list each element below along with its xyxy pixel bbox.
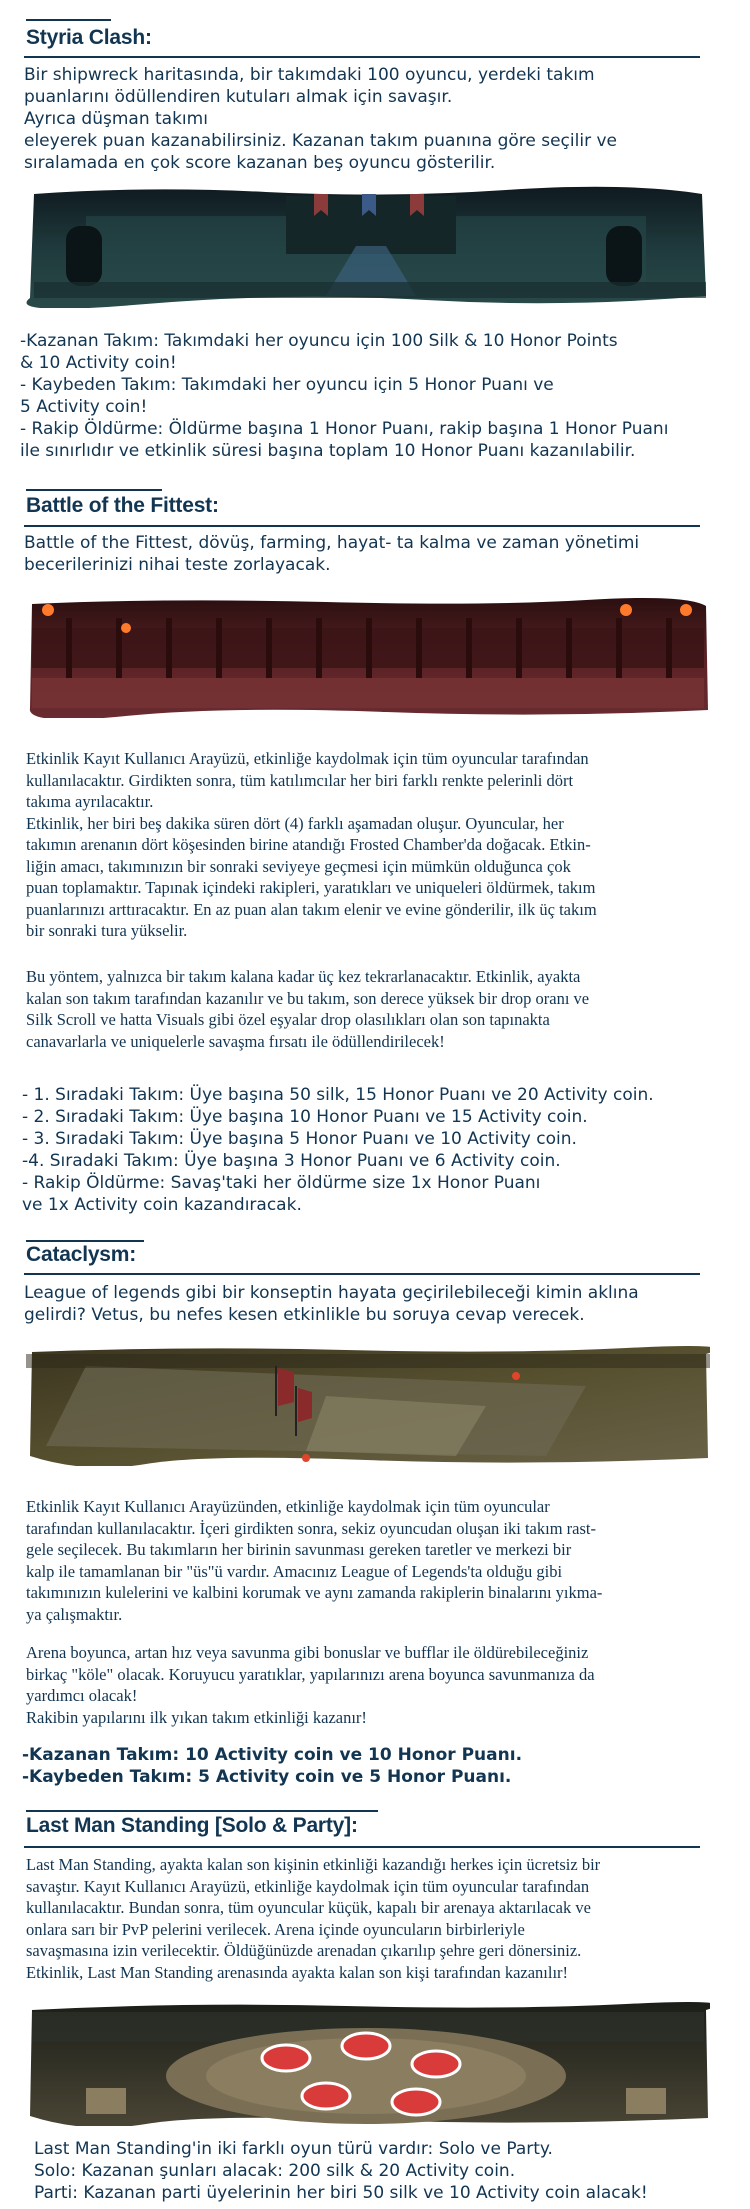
text-line: canavarlarla ve uniquelerle savaşma fırsatı ile ödüllendirilecek!: [26, 1031, 445, 1051]
rewards-list: [22, 1744, 742, 1788]
reward-line: & 10 Activity coin!: [20, 353, 177, 373]
reward-line: -Kaybeden Takım: 5 Activity coin ve 5 Honor Puanı.: [22, 1767, 512, 1787]
text-line: yardımcı olacak!: [26, 1686, 138, 1705]
text-line: Etkinlik Kayıt Kullanıcı Arayüzünden, etkinliğe kaydolmak için tüm oyuncular: [26, 1497, 550, 1516]
reward-line: ve 1x Activity coin kazandıracak.: [22, 1195, 302, 1215]
text-line: kalp ile tamamlanan bir "üs"ü vardır. Amacınız League of Legends'ta olduğu gibi: [26, 1561, 563, 1581]
body-paragraph-1: [26, 1854, 726, 1983]
cataclysm-banner-image: [26, 1346, 710, 1466]
text-line: League of legends gibi bir konseptin hayata geçirilebileceği kimin aklına: [24, 1283, 639, 1303]
rewards-list: [22, 1084, 742, 1216]
reward-line: Solo: Kazanan şunları alacak: 200 silk & 20 Activity coin.: [34, 2161, 516, 2181]
reward-line: 5 Activity coin!: [20, 397, 148, 417]
fittest-banner-image: [26, 598, 710, 718]
lastman-banner-image: [26, 2002, 710, 2126]
reward-line: Last Man Standing'in iki farklı oyun türü vardır: Solo ve Party.: [34, 2139, 553, 2159]
section-title: Cataclysm:: [26, 1243, 137, 1266]
heading-top-rule: [26, 489, 162, 491]
heading-underline: [24, 525, 700, 527]
reward-line: - Rakip Öldürme: Öldürme başına 1 Honor Puanı, rakip başına 1 Honor Puanı: [20, 419, 669, 439]
text-line: Etkinlik, her biri beş dakika süren dört (4) farklı aşamadan oluşur. Oyuncular, her: [26, 813, 564, 833]
body-paragraph-2: [26, 966, 726, 1052]
section-last-man-standing: [0, 1800, 750, 2209]
text-line: kullanılacaktır. Bundan sonra, tüm oyuncular küçük, kapalı bir arenaya aktarılacak ve: [26, 1898, 591, 1917]
text-line: takıma ayrılacaktır.: [26, 792, 154, 811]
section-styria-clash: [0, 0, 750, 470]
text-line: puanlarını ödüllendiren kutuları almak için savaşır.: [24, 87, 453, 107]
reward-line: - Rakip Öldürme: Savaş'taki her öldürme size 1x Honor Puanı: [22, 1173, 541, 1193]
text-line: tarafından kullanılacaktır. İçeri girdikten sonra, sekiz oyuncudan oluşan iki takım rast-: [26, 1518, 596, 1538]
reward-line: - 3. Sıradaki Takım: Üye başına 5 Honor Puanı ve 10 Activity coin.: [22, 1129, 577, 1149]
intro-paragraph: [24, 1282, 724, 1326]
heading-underline: [24, 1846, 700, 1848]
body-paragraph-2: [26, 1642, 726, 1728]
heading-top-rule: [26, 1810, 378, 1812]
text-line: Battle of the Fittest, dövüş, farming, hayat- ta kalma ve zaman yönetimi: [24, 533, 640, 553]
heading-top-rule: [26, 1240, 144, 1242]
heading-top-rule: [26, 19, 111, 21]
reward-line: - 2. Sıradaki Takım: Üye başına 10 Honor Puanı ve 15 Activity coin.: [22, 1107, 588, 1127]
text-line: Etkinlik, Last Man Standing arenasında ayakta kalan son kişi tarafından kazanılır!: [26, 1962, 569, 1982]
reward-line: -Kazanan Takım: 10 Activity coin ve 10 Honor Puanı.: [22, 1745, 523, 1765]
heading-underline: [24, 56, 700, 58]
text-line: gelirdi? Vetus, bu nefes kesen etkinlikle bu soruya cevap verecek.: [24, 1305, 585, 1325]
text-line: Ayrıca düşman takımı: [24, 109, 208, 129]
text-line: savaşmasına izin verilecektir. Öldüğünüzde arenadan çıkarılıp şehre geri dönersiniz.: [26, 1941, 582, 1960]
text-line: Rakibin yapılarını ilk yıkan takım etkinliği kazanır!: [26, 1707, 367, 1727]
body-paragraph-1: [26, 748, 726, 942]
section-title: Last Man Standing [Solo & Party]:: [26, 1814, 358, 1837]
section-title: Styria Clash:: [26, 26, 152, 49]
styria-banner-image: [26, 186, 710, 308]
section-battle-of-the-fittest: [0, 470, 750, 1240]
text-line: kullanılacaktır. Girdikten sonra, tüm katılımcılar her biri farklı renkte pelerinli dört: [26, 770, 574, 790]
text-line: ya çalışmaktır.: [26, 1604, 123, 1624]
text-line: birkaç "köle" olacak. Koruyucu yaratıklar, yapılarınızı arena boyunca savunmanıza da: [26, 1664, 595, 1684]
reward-line: -Kazanan Takım: Takımdaki her oyuncu için 100 Silk & 10 Honor Points: [20, 331, 618, 351]
rewards-list: [34, 2138, 744, 2204]
text-line: onlara sarı bir PvP pelerini verilecek. Arena içinde oyuncuların birbirleriyle: [26, 1919, 525, 1939]
reward-line: Parti: Kazanan parti üyelerinin her biri 50 silk ve 10 Activity coin alacak!: [34, 2183, 648, 2203]
text-line: Silk Scroll ve hatta Visuals gibi özel eşyalar drop olasılıkları olan son tapınakta: [26, 1010, 550, 1029]
reward-line: - 1. Sıradaki Takım: Üye başına 50 silk, 15 Honor Puanı ve 20 Activity coin.: [22, 1085, 654, 1105]
text-line: eleyerek puan kazanabilirsiniz. Kazanan takım puanına göre seçilir ve: [24, 131, 617, 151]
text-line: liğin amacı, takımınızın bir sonraki seviyeye geçmesi için mümkün olduğunca çok: [26, 856, 571, 876]
text-line: becerilerinizi nihai teste zorlayacak.: [24, 555, 331, 575]
intro-paragraph: [24, 532, 724, 576]
body-paragraph-1: [26, 1496, 726, 1625]
text-line: sıralamada en çok score kazanan beş oyuncu gösterilir.: [24, 153, 496, 173]
intro-paragraph: [24, 64, 724, 174]
text-line: puan toplamaktır. Tapınak içindeki rakipleri, yaratıkları ve uniqueleri öldürmek, takım: [26, 878, 596, 897]
text-line: takımınızın kulelerini ve kalbini korumak ve aynı zamanda rakiplerin binalarını yıkma-: [26, 1583, 603, 1602]
text-line: Arena boyunca, artan hız veya savunma gibi bonuslar ve bufflar ile öldürebileceğiniz: [26, 1643, 589, 1662]
text-line: Last Man Standing, ayakta kalan son kişinin etkinliği kazandığı herkes için ücretsiz bir: [26, 1855, 601, 1874]
rewards-list: [20, 330, 740, 462]
text-line: Bir shipwreck haritasında, bir takımdaki 100 oyuncu, yerdeki takım: [24, 65, 595, 85]
section-cataclysm: [0, 1240, 750, 1800]
reward-line: -4. Sıradaki Takım: Üye başına 3 Honor Puanı ve 6 Activity coin.: [22, 1151, 561, 1171]
text-line: gele seçilecek. Bu takımların her birinin savunması gereken taretler ve merkezi bir: [26, 1540, 572, 1559]
text-line: puanlarınızı arttıracaktır. En az puan alan takım elenir ve evine gönderilir, ilk üç takım: [26, 899, 597, 919]
text-line: savaştır. Kayıt Kullanıcı Arayüzü, etkinliğe kaydolmak için tüm oyuncular tarafından: [26, 1876, 590, 1896]
section-title: Battle of the Fittest:: [26, 494, 219, 517]
text-line: bir sonraki tura yükselir.: [26, 921, 188, 940]
text-line: Bu yöntem, yalnızca bir takım kalana kadar üç kez tekrarlanacaktır. Etkinlik, ayakta: [26, 967, 581, 986]
text-line: Etkinlik Kayıt Kullanıcı Arayüzü, etkinliğe kaydolmak için tüm oyuncular tarafından: [26, 749, 589, 768]
text-line: kalan son takım tarafından kazanılır ve bu takım, son derece yüksek bir drop oranı ve: [26, 988, 590, 1008]
text-line: takımın arenanın dört köşesinden birine atandığı Frosted Chamber'da doğacak. Etkin-: [26, 835, 591, 854]
reward-line: - Kaybeden Takım: Takımdaki her oyuncu için 5 Honor Puanı ve: [20, 375, 554, 395]
reward-line: ile sınırlıdır ve etkinlik süresi başına toplam 10 Honor Puanı kazanılabilir.: [20, 441, 636, 461]
heading-underline: [24, 1273, 700, 1275]
